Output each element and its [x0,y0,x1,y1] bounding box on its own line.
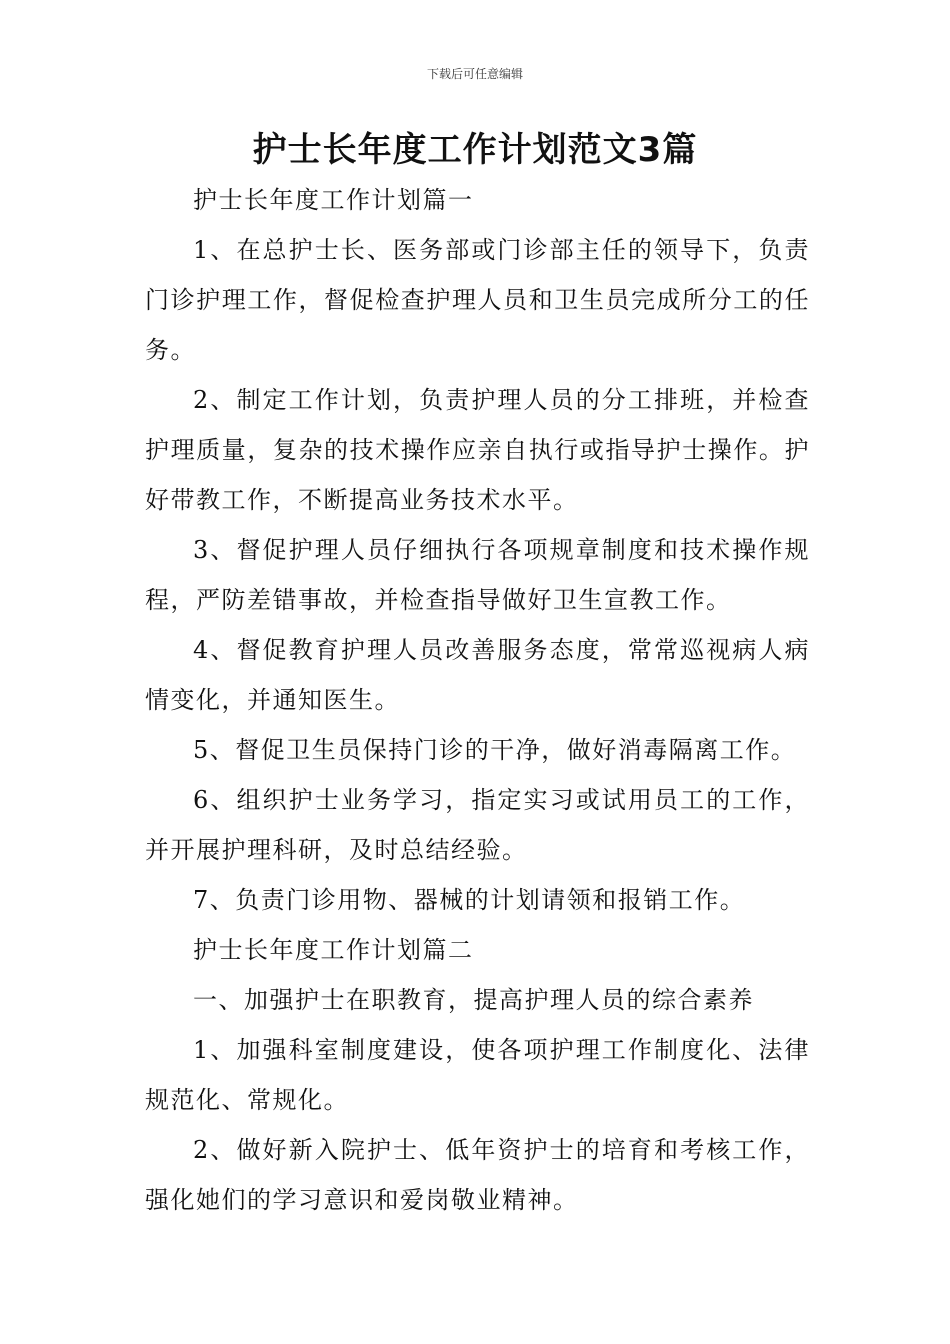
document-title: 护士长年度工作计划范文3篇 [252,130,698,170]
paragraph-item-8: 1、加强科室制度建设，使各项护理工作制度化、法律规范化、常规化。 [145,1036,810,1114]
subsection-heading-1: 一、加强护士在职教育，提高护理人员的综合素养 [193,986,754,1014]
paragraph-item-2: 2、制定工作计划，负责护理人员的分工排班，并检查护理质量，复杂的技术操作应亲自执行或指导护士操作。护好带教工作，不断提高业务技术水平。 [145,386,810,514]
paragraph-item-4: 4、督促教育护理人员改善服务态度，常常巡视病人病情变化，并通知医生。 [145,636,810,714]
paragraph-item-3: 3、督促护理人员仔细执行各项规章制度和技术操作规程，严防差错事故，并检查指导做好卫生宣教工作。 [145,536,810,614]
document-body [145,175,810,1225]
header-note: 下载后可任意编辑 [426,67,523,81]
section-heading-1: 护士长年度工作计划篇一 [193,186,474,214]
section-heading-2: 护士长年度工作计划篇二 [193,936,474,964]
paragraph-item-9: 2、做好新入院护士、低年资护士的培育和考核工作，强化她们的学习意识和爱岗敬业精神。 [145,1136,810,1214]
paragraph-item-1: 1、在总护士长、医务部或门诊部主任的领导下，负责门诊护理工作，督促检查护理人员和卫生员完成所分工的任务。 [145,236,810,364]
paragraph-item-6: 6、组织护士业务学习，指定实习或试用员工的工作，并开展护理科研，及时总结经验。 [145,786,810,864]
paragraph-item-7: 7、负责门诊用物、器械的计划请领和报销工作。 [193,886,746,914]
paragraph-item-5: 5、督促卫生员保持门诊的干净，做好消毒隔离工作。 [193,736,797,764]
